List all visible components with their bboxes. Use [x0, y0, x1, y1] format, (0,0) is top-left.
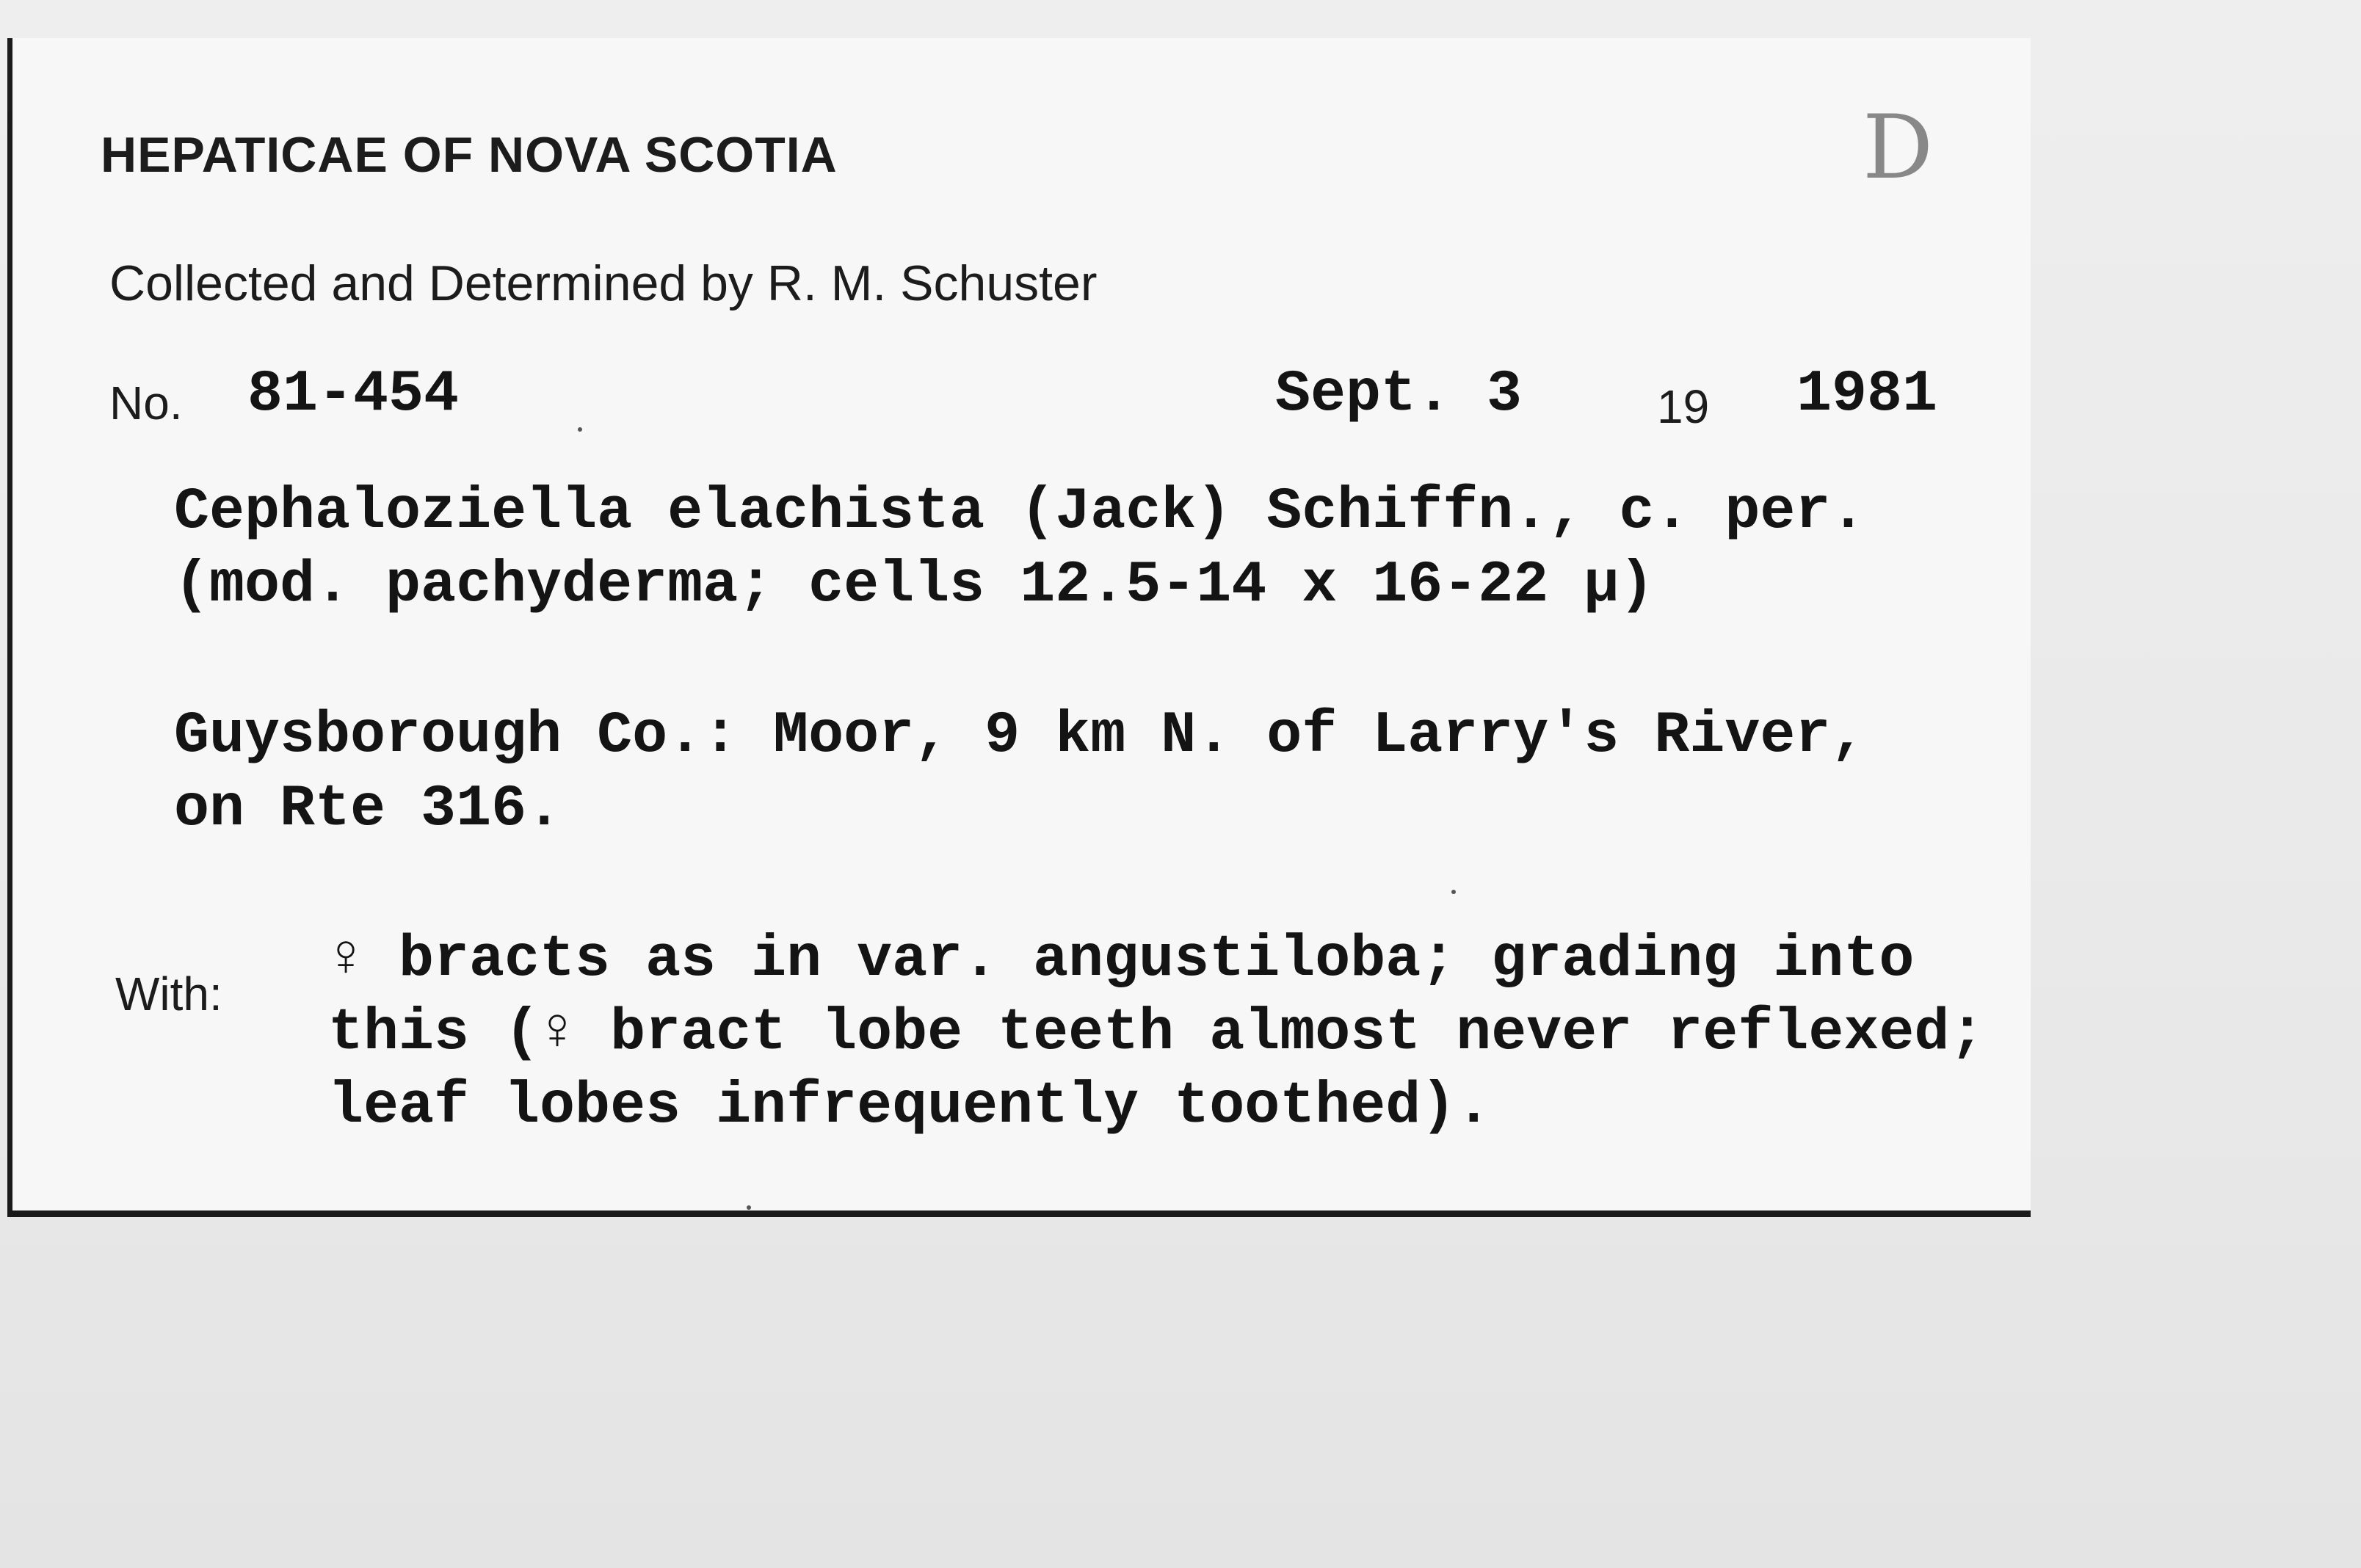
with-line-2: this (♀ bract lobe teeth almost never reflexed;: [328, 1000, 1985, 1067]
collection-year: 1981: [1796, 361, 1938, 428]
number-label: No.: [109, 377, 183, 429]
year-prefix: 19: [1657, 380, 1710, 433]
locality-line-2: on Rte 316.: [174, 776, 562, 843]
with-label: With:: [115, 968, 222, 1020]
paper-speck: [578, 427, 582, 432]
collection-date: Sept. 3: [1275, 361, 1523, 428]
label-title: HEPATICAE OF NOVA SCOTIA: [101, 127, 838, 183]
with-line-3: leaf lobes infrequently toothed).: [328, 1073, 1492, 1140]
paper-speck: [1451, 890, 1456, 894]
herbarium-label: [7, 38, 2031, 1217]
handwritten-mark: D: [1863, 97, 1934, 199]
collection-number: 81-454: [247, 361, 460, 428]
taxon-name: Cephaloziella elachista (Jack) Schiffn., c. per.: [174, 479, 1866, 545]
collector-line: Collected and Determined by R. M. Schuster: [109, 255, 1098, 311]
taxon-notes: (mod. pachyderma; cells 12.5-14 x 16-22 μ): [174, 552, 1655, 619]
with-line-1: ♀ bracts as in var. angustiloba; grading into: [328, 926, 1915, 993]
locality-line-1: Guysborough Co.: Moor, 9 km N. of Larry's River,: [174, 703, 1866, 769]
paper-speck: [747, 1205, 751, 1210]
